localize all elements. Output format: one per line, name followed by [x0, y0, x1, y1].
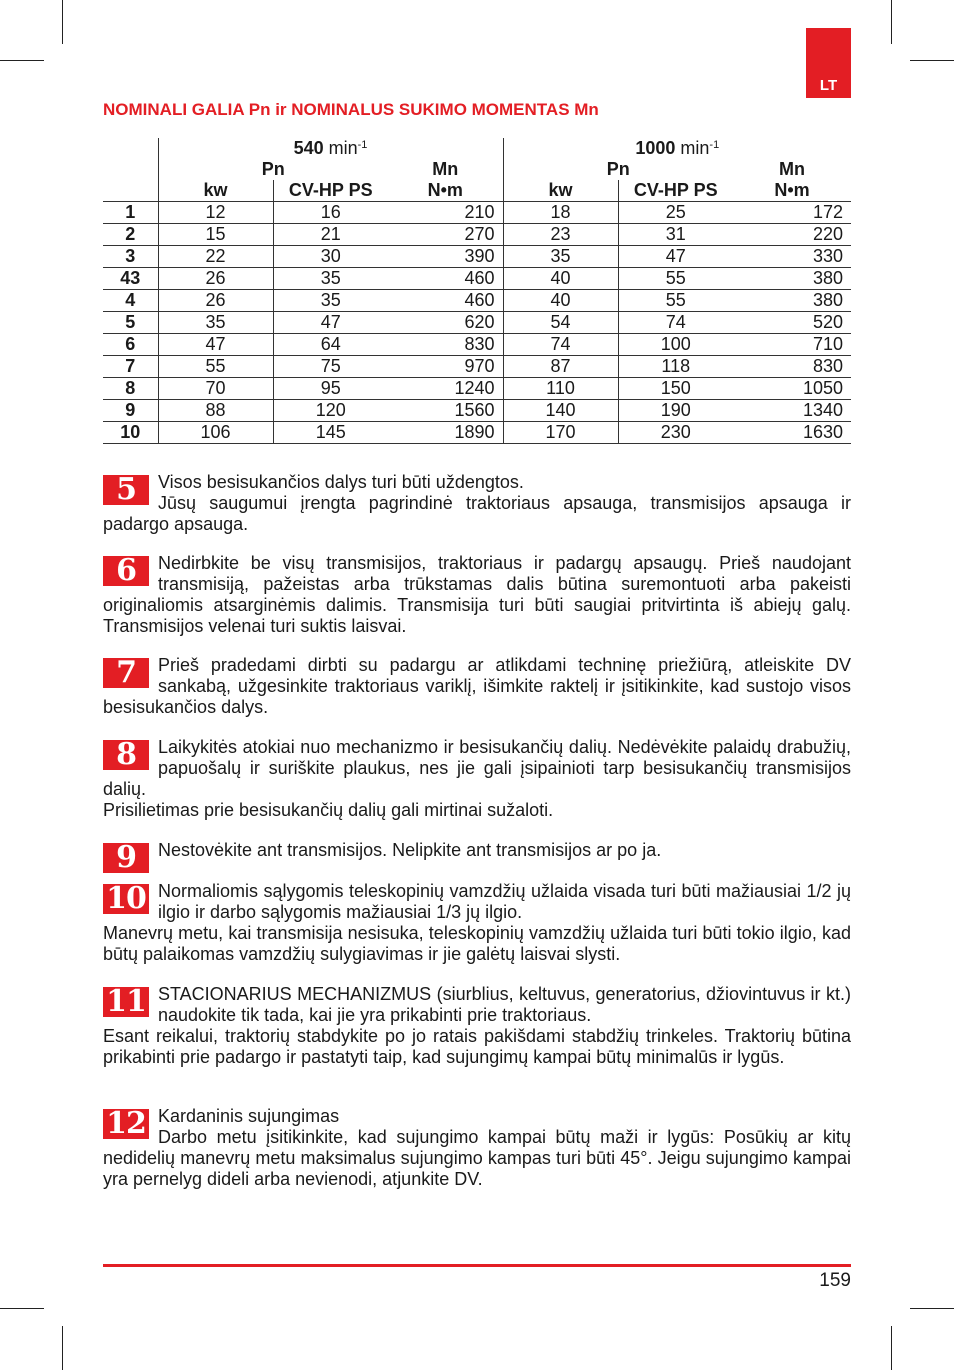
safety-item-7	[103, 655, 851, 718]
table-cell: 1340	[733, 400, 851, 422]
safety-item-11	[103, 984, 851, 1068]
table-cell: 1630	[733, 422, 851, 444]
cvhp-header: CV-HP PS	[273, 180, 388, 202]
table-cell: 35	[273, 290, 388, 312]
table-cell: 30	[273, 246, 388, 268]
table-cell: 1050	[733, 378, 851, 400]
safety-item-9	[103, 840, 851, 873]
table-cell: 40	[503, 290, 618, 312]
safety-item-8	[103, 737, 851, 821]
crop-mark	[891, 1326, 892, 1370]
table-cell: 620	[388, 312, 503, 334]
nm-header: N•m	[733, 180, 851, 202]
table-cell: 95	[273, 378, 388, 400]
table-cell: 35	[503, 246, 618, 268]
language-tab: LT	[806, 28, 851, 98]
power-torque-table	[103, 138, 851, 444]
table-cell: 55	[618, 268, 733, 290]
table-cell: 380	[733, 290, 851, 312]
table-cell: 15	[158, 224, 273, 246]
table-cell: 970	[388, 356, 503, 378]
item-number-badge: 10	[103, 884, 149, 914]
table-cell: 170	[503, 422, 618, 444]
row-number: 3	[103, 246, 158, 268]
table-cell: 25	[618, 202, 733, 224]
table-cell: 118	[618, 356, 733, 378]
table-cell: 70	[158, 378, 273, 400]
pn-header: Pn	[158, 159, 388, 180]
table-cell: 230	[618, 422, 733, 444]
safety-item-10	[103, 881, 851, 965]
crop-mark	[910, 60, 954, 61]
table-cell: 830	[733, 356, 851, 378]
crop-mark	[891, 0, 892, 44]
table-cell: 460	[388, 268, 503, 290]
section-title: NOMINALI GALIA Pn ir NOMINALUS SUKIMO MOMENTAS Mn	[103, 100, 599, 119]
table-cell: 12	[158, 202, 273, 224]
table-row	[103, 312, 851, 334]
item-number-badge: 12	[103, 1109, 149, 1139]
table-cell: 710	[733, 334, 851, 356]
table-cell: 106	[158, 422, 273, 444]
item-number-badge: 6	[103, 556, 149, 586]
speed-540-header: 540 $\min^{-1}$	[158, 138, 503, 159]
table-cell: 64	[273, 334, 388, 356]
row-number: 5	[103, 312, 158, 334]
table-cell: 35	[273, 268, 388, 290]
item-text: Prisilietimas prie besisukančių dalių gali mirtinai sužaloti.	[103, 800, 554, 820]
mn-header: Mn	[432, 159, 459, 179]
item-text: Esant reikalui, traktorių stabdykite po jo ratais pakišdami stabdžių trinkeles. Traktorių būtina prikabinti prie padargo ir pastatyti taip, kad sujungimų kampai būtų minimalūs ir lygūs.	[103, 1026, 851, 1067]
item-text: Manevrų metu, kai transmisija nesisuka, teleskopinių vamzdžių užlaida turi būti tokio ilgio, kad būtų palaikomas vamzdžių sulygiavimas ir jie galėtų laisvai slysti.	[103, 923, 851, 964]
speed-1000-header: 1000 $\min^{-1}$	[503, 138, 851, 159]
table-row	[103, 268, 851, 290]
kw-header: kw	[503, 180, 618, 202]
table-cell: 18	[503, 202, 618, 224]
table-cell: 380	[733, 268, 851, 290]
table-cell: 190	[618, 400, 733, 422]
table-cell: 390	[388, 246, 503, 268]
kw-header: kw	[158, 180, 273, 202]
table-cell: 88	[158, 400, 273, 422]
crop-mark	[0, 1308, 44, 1309]
page-number: 159	[819, 1270, 851, 1291]
table-cell: 87	[503, 356, 618, 378]
table-row	[103, 202, 851, 224]
table-cell: 47	[618, 246, 733, 268]
item-number-badge: 9	[103, 843, 149, 873]
row-number: 4	[103, 290, 158, 312]
crop-mark	[62, 0, 63, 44]
table-cell: 830	[388, 334, 503, 356]
item-text: Visos besisukančios dalys turi būti uždengtos.	[158, 472, 524, 492]
table-row	[103, 290, 851, 312]
table-cell: 520	[733, 312, 851, 334]
table-cell: 1240	[388, 378, 503, 400]
table-cell: 140	[503, 400, 618, 422]
table-cell: 145	[273, 422, 388, 444]
table-cell: 26	[158, 268, 273, 290]
table-cell: 23	[503, 224, 618, 246]
item-text: Laikykitės atokiai nuo mechanizmo ir besisukančių dalių. Nedėvėkite palaidų drabužių, papuošalų ir suriškite plaukus, nes jie gali įsipainioti tarp besisukančių transmisijos dalių.	[103, 737, 851, 799]
item-text: Normaliomis sąlygomis teleskopinių vamzdžių užlaida visada turi būti mažiausiai 1/2 jų ilgio ir darbo sąlygomis mažiausiai 1/3 jų ilgio.	[158, 881, 851, 922]
pn-header: Pn	[503, 159, 733, 180]
table-cell: 220	[733, 224, 851, 246]
table-cell: 75	[273, 356, 388, 378]
table-cell: 16	[273, 202, 388, 224]
mn-header: Mn	[779, 159, 806, 179]
cvhp-header: CV-HP PS	[618, 180, 733, 202]
table-cell: 55	[158, 356, 273, 378]
table-row	[103, 422, 851, 444]
safety-item-5	[103, 472, 851, 535]
table-cell: 74	[503, 334, 618, 356]
table-cell: 150	[618, 378, 733, 400]
table-cell: 21	[273, 224, 388, 246]
table-cell: 54	[503, 312, 618, 334]
item-number-badge: 5	[103, 475, 149, 505]
row-number: 10	[103, 422, 158, 444]
table-cell: 270	[388, 224, 503, 246]
table-row	[103, 400, 851, 422]
row-number: 6	[103, 334, 158, 356]
item-text: Nedirbkite be visų transmisijos, traktoriaus ir padargų apsaugų. Prieš naudojant transmisiją, pažeistas arba trūkstamas dalis būtina suremontuoti arba pakeisti originaliomis atsarginėmis dalimis. Transmisija turi būti saugiai pritvirtinta iš abiejų galų. Transmisijos velenai turi suktis laisvai.	[103, 553, 851, 636]
table-cell: 120	[273, 400, 388, 422]
table-cell: 26	[158, 290, 273, 312]
item-text: Prieš pradedami dirbti su padargu ar atlikdami techninę priežiūrą, atleiskite DV sankabą, užgesinkite traktoriaus variklį, išimkite raktelį ir įsitikinkite, kad sustojo visos besisukančios dalys.	[103, 655, 851, 717]
table-row	[103, 334, 851, 356]
crop-mark	[0, 60, 44, 61]
table-cell: 110	[503, 378, 618, 400]
table-cell: 22	[158, 246, 273, 268]
safety-item-6	[103, 553, 851, 637]
crop-mark	[62, 1326, 63, 1370]
table-cell: 1890	[388, 422, 503, 444]
table-row	[103, 378, 851, 400]
nm-header: N•m	[388, 180, 503, 202]
item-number-badge: 7	[103, 658, 149, 688]
table-cell: 55	[618, 290, 733, 312]
row-number: 9	[103, 400, 158, 422]
item-text: Jūsų saugumui įrengta pagrindinė traktoriaus apsauga, transmisijos apsauga ir padargo apsauga.	[103, 493, 851, 534]
table-cell: 100	[618, 334, 733, 356]
safety-item-12	[103, 1106, 851, 1190]
crop-mark	[910, 1308, 954, 1309]
table-cell: 74	[618, 312, 733, 334]
table-cell: 31	[618, 224, 733, 246]
table-row	[103, 224, 851, 246]
item-text: STACIONARIUS MECHANIZMUS (siurblius, keltuvus, generatorius, džiovintuvus ir kt.) naudokite tik tada, kai jie yra prikabinti prie traktoriaus.	[158, 984, 851, 1025]
row-number: 2	[103, 224, 158, 246]
table-cell: 172	[733, 202, 851, 224]
table-cell: 460	[388, 290, 503, 312]
row-number: 7	[103, 356, 158, 378]
table-cell: 35	[158, 312, 273, 334]
table-cell: 1560	[388, 400, 503, 422]
item-text: Nestovėkite ant transmisijos. Nelipkite ant transmisijos ar po ja.	[158, 840, 662, 860]
table-cell: 47	[273, 312, 388, 334]
footer-rule	[103, 1264, 851, 1267]
table-row	[103, 246, 851, 268]
table-cell: 40	[503, 268, 618, 290]
row-number: 1	[103, 202, 158, 224]
table-row	[103, 356, 851, 378]
table-cell: 330	[733, 246, 851, 268]
item-text: Darbo metu įsitikinkite, kad sujungimo kampai būtų maži ir lygūs: Posūkių ar kitų nedidelių manevrų metu maksimalus sujungimo kampas turi būti 45°. Jeigu sujungimo kampai yra pernelyg dideli arba nevienodi, atjunkite DV.	[103, 1127, 851, 1189]
table-cell: 210	[388, 202, 503, 224]
item-number-badge: 8	[103, 740, 149, 770]
row-number: 43	[103, 268, 158, 290]
row-number: 8	[103, 378, 158, 400]
item-number-badge: 11	[103, 987, 149, 1017]
table-cell: 47	[158, 334, 273, 356]
item-text: Kardaninis sujungimas	[158, 1106, 340, 1126]
